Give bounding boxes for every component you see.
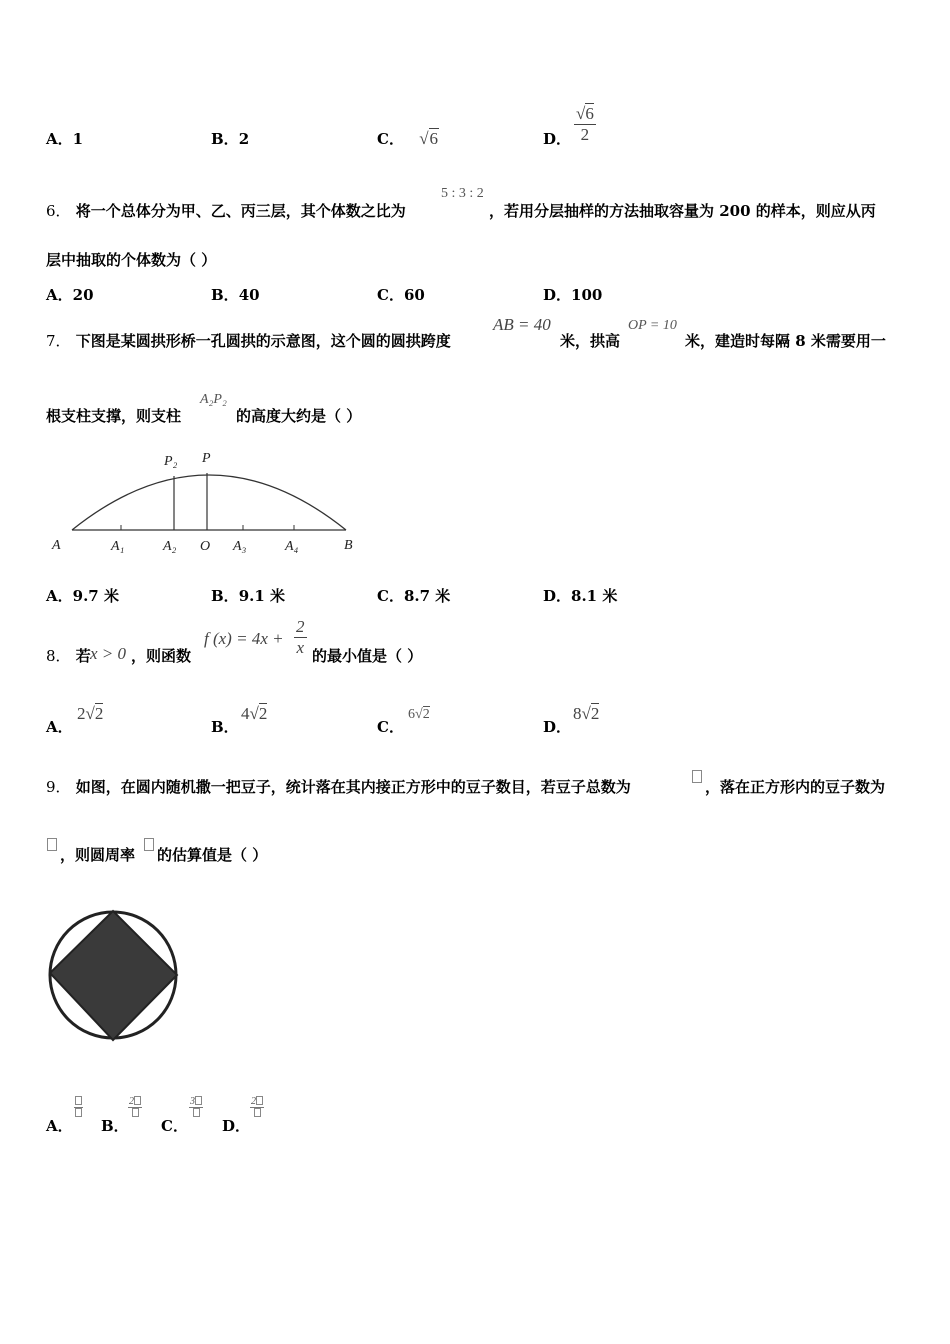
q8-option-b[interactable]: [211, 716, 239, 737]
q8-option-d-letter: D．: [543, 718, 572, 736]
q6-option-b-value: 40: [238, 286, 260, 304]
label-a: A: [52, 538, 61, 553]
q8-option-b-letter: B．: [211, 718, 239, 736]
q9-number: 9．: [46, 778, 71, 796]
q9-option-b-letter: B．: [101, 1117, 129, 1135]
q9-symbol-n-placeholder: [692, 770, 702, 783]
q7-text-d: 根支柱支撑，则支柱: [46, 407, 182, 425]
q5-option-a-letter: A．: [46, 130, 73, 148]
q8-option-d-coef: 8: [573, 704, 582, 723]
q6-text-a: 将一个总体分为甲、乙、丙三层，其个体数之比为: [75, 202, 406, 220]
q5-option-b-letter: B．: [211, 130, 239, 148]
q5-option-b-value: 2: [238, 130, 250, 148]
q8-option-b-value: 4√2: [241, 704, 268, 723]
q6-option-d-letter: D．: [543, 286, 572, 304]
q5-option-d-denominator: 2: [580, 125, 590, 144]
q9-option-a-den-placeholder: [75, 1108, 82, 1117]
q8-fraction-numerator: 2: [296, 617, 305, 636]
label-a2: A₂: [163, 539, 177, 554]
q7-option-d-letter: D．: [543, 587, 572, 605]
q7-ab-formula: AB = 40: [493, 315, 551, 334]
q9-line-1: [46, 776, 631, 797]
q8-function-fraction: [294, 617, 307, 658]
q9-option-b-fraction: [128, 1089, 142, 1119]
q6-ratio: 5 : 3 : 2: [441, 186, 484, 201]
q9-option-a-fraction: [74, 1089, 83, 1119]
q8-option-a-value: 2√2: [77, 704, 104, 723]
q7-option-d-value: 8.1 米: [571, 587, 618, 605]
q9-option-c-num: 3: [190, 1096, 195, 1107]
q5-option-c-letter: C．: [377, 130, 404, 148]
q7-option-c-value: 8.7 米: [403, 587, 451, 605]
q9-option-d-num-placeholder: [256, 1096, 263, 1105]
q7-option-a[interactable]: [46, 585, 119, 606]
q7-text-b: 米，拱高: [560, 332, 621, 350]
q7-a2p2: A₂P₂: [200, 392, 227, 407]
q8-option-b-radicand: 2: [258, 704, 268, 723]
q6-option-a[interactable]: [46, 284, 94, 305]
q8-option-c[interactable]: [377, 716, 404, 737]
q9-symbol-m-placeholder: [47, 838, 57, 851]
q8-option-b-coef: 4: [241, 704, 250, 723]
q9-option-c[interactable]: [161, 1115, 188, 1136]
q5-option-a-value: 1: [72, 130, 84, 148]
q9-option-c-den-placeholder: [193, 1108, 200, 1117]
q6-option-a-letter: A．: [46, 286, 73, 304]
q6-option-d-value: 100: [571, 286, 603, 304]
q9-option-c-fraction: [189, 1089, 203, 1119]
q6-text-b: ，若用分层抽样的方法抽取容量为 200 的样本，则应从丙: [489, 202, 876, 220]
q9-text-a: 如图，在圆内随机撒一把豆子，统计落在其内接正方形中的豆子数目，若豆子总数为: [75, 778, 631, 796]
q5-option-d[interactable]: [543, 128, 571, 149]
label-a3: A₃: [233, 539, 247, 554]
arch-bridge-figure: [44, 440, 374, 560]
q8-option-c-coef: 6: [408, 707, 415, 722]
q7-option-b-letter: B．: [211, 587, 239, 605]
q8-function-left: f (x) = 4x +: [204, 629, 284, 648]
q8-line-1: [46, 645, 91, 666]
q6-option-b-letter: B．: [211, 286, 239, 304]
q9-option-c-num-placeholder: [195, 1096, 202, 1105]
q7-text-c: 米，建造时每隔 8 米需要用一: [685, 332, 886, 350]
q6-option-d[interactable]: [543, 284, 602, 305]
q8-option-c-radicand: 2: [422, 707, 430, 722]
q8-text-c: 的最小值是（ ）: [312, 647, 423, 665]
q9-option-b-num-placeholder: [134, 1096, 141, 1105]
q8-option-a-radicand: 2: [94, 704, 104, 723]
q8-fraction-denominator: x: [296, 638, 305, 657]
q9-option-a-num-placeholder: [75, 1096, 82, 1105]
q9-option-d-letter: D．: [222, 1117, 251, 1135]
q8-option-d-value: 8√2: [573, 704, 600, 723]
q7-option-b-value: 9.1 米: [238, 587, 286, 605]
label-a4: A₄: [285, 539, 299, 554]
q6-text-c: 层中抽取的个体数为（ ）: [46, 251, 217, 269]
q9-option-b-den-placeholder: [132, 1108, 139, 1117]
q9-option-a[interactable]: [46, 1115, 73, 1136]
q6-option-c-letter: C．: [377, 286, 404, 304]
q8-option-a-coef: 2: [77, 704, 86, 723]
q7-option-d[interactable]: [543, 585, 617, 606]
q5-option-d-fraction: $\frac{√6}{2}$: [576, 104, 594, 144]
q8-option-d[interactable]: [543, 716, 571, 737]
q6-option-a-value: 20: [72, 286, 94, 304]
q8-text-a: 若: [75, 647, 91, 665]
q8-condition: x > 0: [90, 644, 127, 663]
q9-option-a-letter: A．: [46, 1117, 73, 1135]
q9-option-d-fraction: [250, 1089, 264, 1119]
q6-option-b[interactable]: [211, 284, 260, 305]
q5-option-b[interactable]: [211, 128, 249, 149]
label-o: O: [200, 539, 211, 554]
q5-option-c[interactable]: [377, 128, 439, 149]
q9-text-c: ，则圆周率: [60, 846, 136, 864]
label-p: P: [202, 451, 211, 466]
q7-option-b[interactable]: [211, 585, 285, 606]
q6-option-c[interactable]: [377, 284, 425, 305]
q7-text-a: 下图是某圆拱形桥一孔圆拱的示意图，这个圆的圆拱跨度: [75, 332, 451, 350]
q8-option-c-value: 6√2: [408, 707, 430, 722]
q8-option-c-letter: C．: [377, 718, 404, 736]
q9-option-c-letter: C．: [161, 1117, 188, 1135]
arch-curve: [72, 475, 346, 530]
q8-option-a-letter: A．: [46, 718, 73, 736]
q9-option-b[interactable]: [101, 1115, 129, 1136]
q9-option-d-num: 2: [251, 1096, 256, 1107]
q7-op-formula: OP = 10: [628, 318, 677, 333]
q5-option-c-sqrt: √6: [419, 129, 439, 148]
q9-symbol-pi-placeholder: [144, 838, 154, 851]
q9-option-d-den-placeholder: [254, 1108, 261, 1117]
q5-option-a[interactable]: [46, 128, 83, 149]
q5-option-d-letter: D．: [543, 130, 572, 148]
q7-number: 7．: [46, 332, 71, 350]
q7-line-1: [46, 330, 451, 351]
q6-option-c-value: 60: [403, 286, 425, 304]
q8-option-a[interactable]: [46, 716, 73, 737]
label-p2: P₂: [164, 454, 178, 469]
q8-option-d-radicand: 2: [590, 704, 600, 723]
q6-line-1: [46, 200, 406, 221]
q8-number: 8．: [46, 647, 71, 665]
label-a1: A₁: [111, 539, 125, 554]
q8-text-b: ，则函数: [131, 647, 192, 665]
q9-text-d: 的估算值是（ ）: [157, 846, 268, 864]
q7-option-c[interactable]: [377, 585, 450, 606]
circle-square-figure: [44, 895, 184, 1055]
q9-text-b: ，落在正方形内的豆子数为: [705, 778, 886, 796]
q5-option-c-radicand: 6: [429, 129, 439, 148]
q7-option-a-letter: A．: [46, 587, 73, 605]
q7-text-e: 的高度大约是（ ）: [236, 407, 362, 425]
q7-option-c-letter: C．: [377, 587, 404, 605]
q7-option-a-value: 9.7 米: [72, 587, 119, 605]
q9-option-b-num: 2: [129, 1096, 134, 1107]
q5-option-d-numerator: 6: [585, 104, 594, 123]
q9-option-d[interactable]: [222, 1115, 250, 1136]
q6-number: 6．: [46, 202, 71, 220]
label-b: B: [344, 538, 353, 553]
